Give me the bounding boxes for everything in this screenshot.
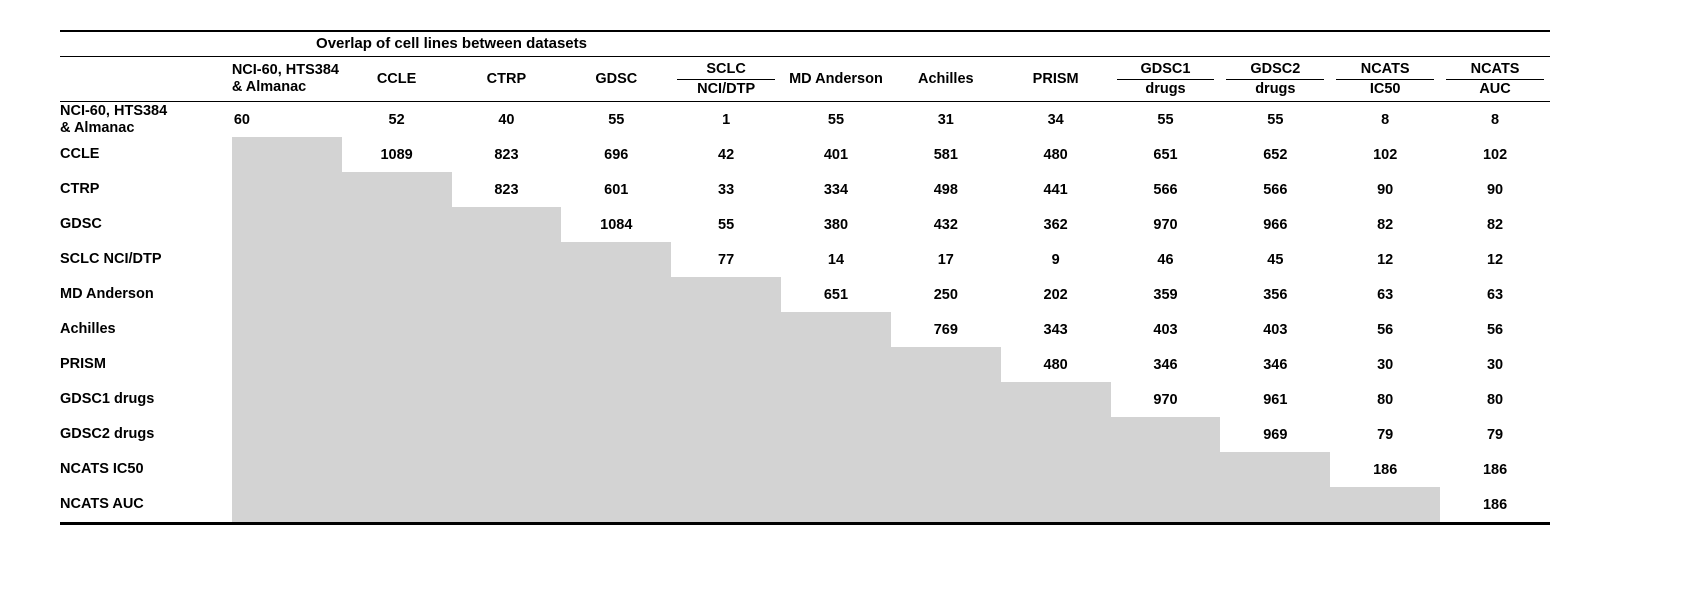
cell-r11-c7 (1001, 487, 1111, 524)
table-row (60, 207, 1550, 242)
table-row (60, 277, 1550, 312)
cell-r5-c10: 63 (1377, 286, 1394, 303)
cell-r11-c0 (232, 487, 342, 524)
cell-r10-c9 (1220, 452, 1330, 487)
column-header-line1-8: GDSC1 (1140, 60, 1191, 77)
cell-r11-c11: 186 (1440, 487, 1550, 524)
column-header-4 (671, 57, 781, 102)
cell-r11-c2 (452, 487, 562, 524)
cell-r4-c6: 17 (937, 251, 954, 268)
cell-r4-c0 (232, 242, 342, 277)
cell-r6-c0 (232, 312, 342, 347)
row-label-line1-5: MD Anderson (60, 286, 154, 302)
cell-r11-c9 (1220, 487, 1330, 524)
cell-r9-c6 (891, 417, 1001, 452)
cell-r5-c9: 356 (1263, 286, 1288, 303)
column-header-line2-7: PRISM (1032, 70, 1079, 87)
column-header-11 (1440, 57, 1550, 102)
cell-r0-c3: 55 (608, 111, 625, 128)
row-label-line1-1: CCLE (60, 146, 100, 162)
cell-r1-c6: 581 (933, 146, 958, 163)
cell-r9-c11: 79 (1486, 426, 1504, 443)
cell-r8-c9: 961 (1263, 391, 1288, 408)
cell-r6-c9: 403 (1263, 321, 1288, 338)
cell-r2-c6: 498 (933, 181, 958, 198)
row-label-1 (60, 137, 232, 172)
cell-r1-c11: 102 (1482, 146, 1508, 163)
cell-r4-c10: 12 (1377, 251, 1394, 268)
cell-r11-c8 (1111, 487, 1221, 524)
column-header-rule-10 (1336, 79, 1434, 80)
cell-r8-c11: 80 (1486, 391, 1504, 408)
column-header-3 (561, 57, 671, 102)
cell-r10-c0 (232, 452, 342, 487)
cell-r5-c11: 63 (1486, 286, 1504, 303)
cell-r3-c3: 1084 (600, 216, 633, 233)
row-label-10 (60, 452, 232, 487)
cell-r0-c10: 8 (1381, 111, 1390, 128)
table-row (60, 102, 1550, 138)
cell-r11-c1 (342, 487, 452, 524)
cell-r6-c10: 56 (1377, 321, 1394, 338)
row-label-line2-0: & Almanac (60, 119, 135, 136)
column-header-6 (891, 57, 1001, 102)
cell-r4-c2 (452, 242, 562, 277)
column-header-line1-0: NCI-60, HTS384 (231, 62, 339, 78)
cell-r9-c0 (232, 417, 342, 452)
column-header-7 (1001, 57, 1111, 102)
cell-r0-c2: 40 (498, 111, 515, 128)
cell-r8-c7 (1001, 382, 1111, 417)
cell-r6-c4 (671, 312, 781, 347)
cell-r2-c4: 33 (718, 181, 735, 198)
cell-r5-c2 (452, 277, 562, 312)
column-header-line2-0: & Almanac (231, 79, 307, 95)
table-row (60, 172, 1550, 207)
cell-r5-c3 (561, 277, 671, 312)
cell-r0-c9: 55 (1267, 111, 1284, 128)
row-label-0 (60, 102, 232, 138)
row-label-line1-3: GDSC (60, 216, 102, 232)
table-caption: Overlap of cell lines between datasets (232, 31, 671, 57)
cell-r1-c10: 102 (1373, 146, 1398, 163)
cell-r8-c2 (452, 382, 562, 417)
cell-r3-c11: 82 (1486, 216, 1504, 233)
cell-r9-c9: 969 (1263, 426, 1288, 443)
cell-r5-c7: 202 (1043, 286, 1068, 303)
cell-r10-c2 (452, 452, 562, 487)
cell-r11-c6 (891, 487, 1001, 524)
cell-r9-c7 (1001, 417, 1111, 452)
row-label-4 (60, 242, 232, 277)
column-header-line1-9: GDSC2 (1250, 60, 1301, 77)
caption-spacer-right (671, 31, 1550, 57)
cell-r10-c6 (891, 452, 1001, 487)
cell-r6-c6: 769 (933, 321, 958, 338)
cell-r0-c5: 55 (827, 111, 845, 128)
column-header-line1-4: SCLC (706, 60, 746, 77)
cell-r2-c10: 90 (1377, 181, 1394, 198)
cell-r3-c1 (342, 207, 452, 242)
cell-r6-c11: 56 (1486, 321, 1504, 338)
cell-r1-c4: 42 (718, 146, 735, 163)
cell-r7-c10: 30 (1377, 356, 1394, 373)
cell-r3-c5: 380 (823, 216, 849, 233)
cell-r4-c1 (342, 242, 452, 277)
cell-r0-c11: 8 (1491, 111, 1500, 128)
cell-r0-c0: 60 (233, 111, 250, 128)
column-header-rule-9 (1226, 79, 1324, 80)
cell-r5-c4 (671, 277, 781, 312)
table-row (60, 452, 1550, 487)
cell-r3-c10: 82 (1377, 216, 1394, 233)
cell-r3-c7: 362 (1043, 216, 1068, 233)
cell-r8-c1 (342, 382, 452, 417)
column-header-line2-1: CCLE (376, 70, 417, 87)
cell-r1-c0 (232, 137, 342, 172)
table-header-row (60, 57, 1550, 102)
cell-r7-c4 (671, 347, 781, 382)
row-label-9 (60, 417, 232, 452)
cell-r9-c5 (781, 417, 891, 452)
cell-r6-c1 (342, 312, 452, 347)
cell-r8-c3 (561, 382, 671, 417)
cell-r10-c3 (561, 452, 671, 487)
header-corner-cell (60, 57, 232, 102)
column-header-10 (1330, 57, 1440, 102)
cell-r0-c8: 55 (1157, 111, 1174, 128)
row-label-line1-9: GDSC2 drugs (60, 426, 155, 442)
column-header-5 (781, 57, 891, 102)
row-label-line1-4: SCLC NCI/DTP (60, 251, 162, 267)
cell-r2-c2: 823 (494, 181, 519, 198)
row-label-3 (60, 207, 232, 242)
row-label-2 (60, 172, 232, 207)
cell-r0-c7: 34 (1047, 111, 1064, 128)
cell-r4-c9: 45 (1267, 251, 1284, 268)
cell-r1-c5: 401 (823, 146, 849, 163)
column-header-line2-10: IC50 (1369, 80, 1401, 97)
column-header-line2-9: drugs (1255, 80, 1296, 97)
row-label-8 (60, 382, 232, 417)
column-header-2 (452, 57, 562, 102)
row-label-7 (60, 347, 232, 382)
cell-r2-c1 (342, 172, 452, 207)
column-header-line1-11: NCATS (1470, 60, 1520, 77)
cell-r11-c5 (781, 487, 891, 524)
column-header-line2-11: AUC (1479, 80, 1511, 97)
cell-r10-c1 (342, 452, 452, 487)
table-row (60, 137, 1550, 172)
cell-r3-c2 (452, 207, 562, 242)
cell-r7-c1 (342, 347, 452, 382)
cell-r0-c6: 31 (937, 111, 954, 128)
column-header-line2-8: drugs (1145, 80, 1186, 97)
cell-r1-c3: 696 (604, 146, 629, 163)
cell-r5-c0 (232, 277, 342, 312)
row-label-6 (60, 312, 232, 347)
column-header-rule-11 (1446, 79, 1544, 80)
cell-r0-c1: 52 (388, 111, 405, 128)
cell-r1-c9: 652 (1263, 146, 1288, 163)
cell-r3-c0 (232, 207, 342, 242)
column-header-rule-4 (677, 79, 775, 80)
row-label-line1-11: NCATS AUC (60, 496, 144, 512)
cell-r7-c0 (232, 347, 342, 382)
cell-r4-c3 (561, 242, 671, 277)
cell-r6-c5 (781, 312, 891, 347)
table-row (60, 347, 1550, 382)
cell-r3-c6: 432 (933, 216, 958, 233)
cell-r8-c4 (671, 382, 781, 417)
table-row (60, 417, 1550, 452)
cell-r1-c7: 480 (1043, 146, 1068, 163)
cell-r9-c2 (452, 417, 562, 452)
cell-r9-c4 (671, 417, 781, 452)
cell-r9-c10: 79 (1377, 426, 1394, 443)
column-header-line1-10: NCATS (1360, 60, 1410, 77)
cell-r4-c8: 46 (1157, 251, 1174, 268)
cell-r2-c11: 90 (1486, 181, 1504, 198)
cell-r4-c4: 77 (718, 251, 735, 268)
cell-r2-c0 (232, 172, 342, 207)
row-label-line1-8: GDSC1 drugs (60, 391, 155, 407)
cell-r3-c4: 55 (718, 216, 735, 233)
cell-r8-c6 (891, 382, 1001, 417)
column-header-0 (232, 57, 342, 102)
overlap-table-container (60, 30, 1550, 525)
column-header-rule-8 (1117, 79, 1215, 80)
cell-r4-c7: 9 (1051, 251, 1060, 268)
cell-r2-c9: 566 (1263, 181, 1288, 198)
cell-r7-c2 (452, 347, 562, 382)
cell-r7-c7: 480 (1043, 356, 1068, 373)
cell-r9-c1 (342, 417, 452, 452)
cell-r11-c10 (1330, 487, 1440, 524)
cell-r6-c3 (561, 312, 671, 347)
cell-r9-c3 (561, 417, 671, 452)
table-row (60, 312, 1550, 347)
cell-r7-c9: 346 (1263, 356, 1288, 373)
table-row (60, 382, 1550, 417)
cell-r7-c6 (891, 347, 1001, 382)
cell-r3-c9: 966 (1263, 216, 1288, 233)
cell-r4-c5: 14 (827, 251, 845, 268)
cell-r7-c5 (781, 347, 891, 382)
row-label-line1-2: CTRP (60, 181, 100, 197)
row-label-line1-10: NCATS IC50 (60, 461, 144, 477)
cell-r7-c11: 30 (1486, 356, 1504, 373)
cell-r5-c5: 651 (823, 286, 849, 303)
cell-r7-c8: 346 (1153, 356, 1178, 373)
column-header-line2-2: CTRP (486, 70, 527, 87)
column-header-line2-5: MD Anderson (789, 70, 883, 87)
cell-r8-c8: 970 (1153, 391, 1178, 408)
cell-r11-c4 (671, 487, 781, 524)
row-label-5 (60, 277, 232, 312)
cell-r2-c7: 441 (1043, 181, 1068, 198)
column-header-line2-6: Achilles (917, 70, 974, 87)
cell-r10-c5 (781, 452, 891, 487)
cell-r8-c10: 80 (1377, 391, 1394, 408)
cell-r10-c7 (1001, 452, 1111, 487)
cell-r6-c7: 343 (1043, 321, 1068, 338)
row-label-11 (60, 487, 232, 524)
cell-r2-c3: 601 (604, 181, 629, 198)
cell-r11-c3 (561, 487, 671, 524)
row-label-line1-0: NCI-60, HTS384 (60, 102, 168, 119)
cell-r4-c11: 12 (1486, 251, 1504, 268)
cell-r1-c2: 823 (494, 146, 519, 163)
column-header-line2-3: GDSC (595, 70, 638, 87)
cell-r1-c1: 1089 (380, 146, 413, 163)
column-header-line2-4: NCI/DTP (697, 80, 756, 97)
overlap-matrix-table (60, 30, 1550, 525)
cell-r8-c0 (232, 382, 342, 417)
table-row (60, 487, 1550, 524)
column-header-1 (342, 57, 452, 102)
cell-r6-c2 (452, 312, 562, 347)
cell-r3-c8: 970 (1153, 216, 1178, 233)
cell-r7-c3 (561, 347, 671, 382)
cell-r0-c4: 1 (722, 111, 731, 128)
cell-r6-c8: 403 (1153, 321, 1178, 338)
column-header-9 (1220, 57, 1330, 102)
cell-r5-c6: 250 (933, 286, 958, 303)
table-caption-row (60, 31, 1550, 57)
cell-r10-c11: 186 (1482, 461, 1508, 478)
cell-r1-c8: 651 (1153, 146, 1178, 163)
cell-r2-c5: 334 (823, 181, 849, 198)
cell-r9-c8 (1111, 417, 1221, 452)
row-label-line1-7: PRISM (60, 356, 106, 372)
column-header-8 (1111, 57, 1221, 102)
cell-r2-c8: 566 (1153, 181, 1178, 198)
cell-r5-c1 (342, 277, 452, 312)
cell-r5-c8: 359 (1153, 286, 1178, 303)
caption-spacer (60, 31, 232, 57)
row-label-line1-6: Achilles (60, 321, 116, 337)
cell-r8-c5 (781, 382, 891, 417)
cell-r10-c4 (671, 452, 781, 487)
cell-r10-c8 (1111, 452, 1221, 487)
table-row (60, 242, 1550, 277)
cell-r10-c10: 186 (1373, 461, 1398, 478)
